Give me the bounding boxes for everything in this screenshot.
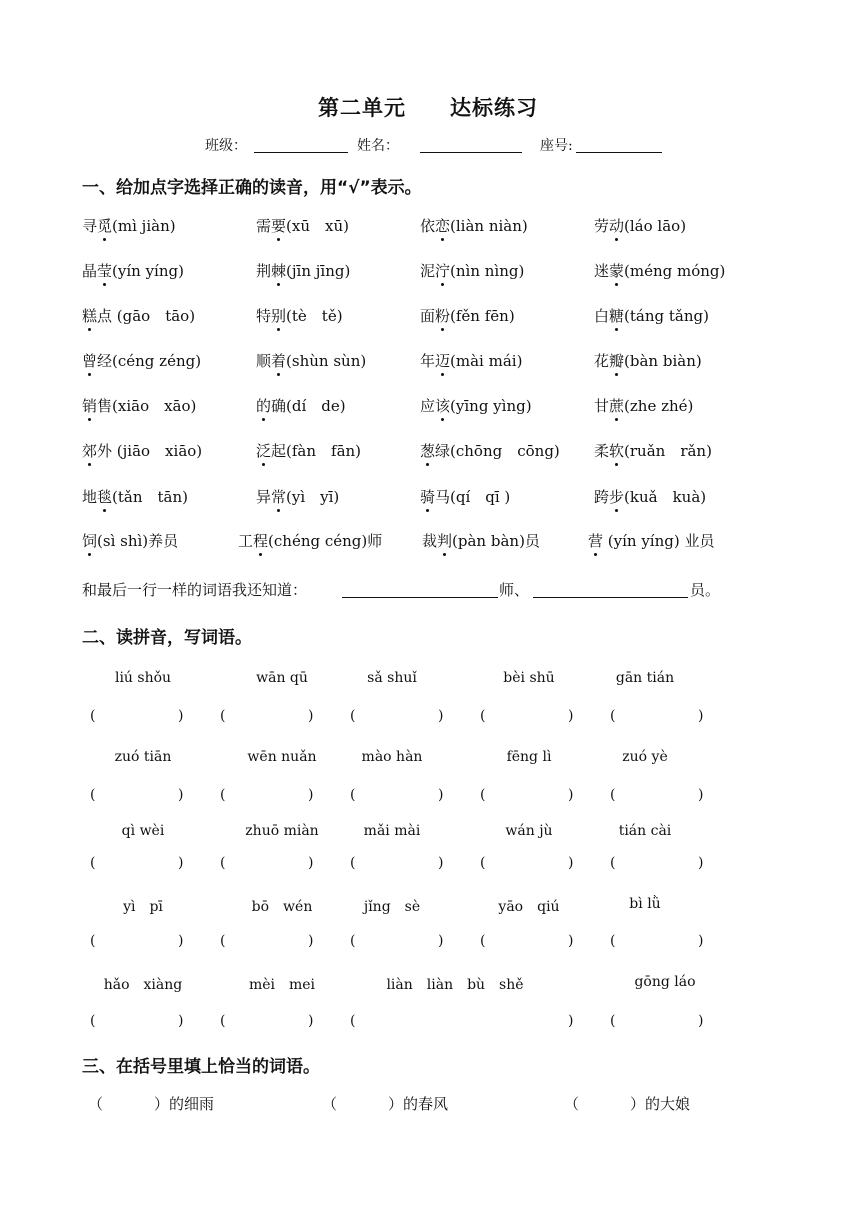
answer-paren-close: ) bbox=[568, 708, 574, 724]
pinyin-options[interactable]: (yín yíng) bbox=[112, 262, 184, 280]
answer-paren-close: ) bbox=[698, 1013, 704, 1029]
pinyin-options[interactable]: (mì jiàn) bbox=[112, 217, 176, 235]
dotted-character: 销 bbox=[82, 397, 98, 415]
pinyin-prompt: bèi shū bbox=[503, 670, 555, 686]
reading-item bbox=[594, 395, 693, 416]
pinyin-prompt: hǎo xiàng bbox=[103, 977, 183, 993]
dotted-character: 粉 bbox=[435, 307, 451, 325]
section1-extra-prefix: 和最后一行一样的词语我还知道： bbox=[82, 581, 308, 599]
answer-paren-open[interactable]: ( bbox=[220, 1013, 226, 1029]
dotted-character: 骑 bbox=[420, 488, 436, 506]
pinyin-prompt: bì lǜ bbox=[629, 896, 661, 912]
word-part: 白 bbox=[594, 307, 610, 325]
word-part: 裁 bbox=[422, 532, 438, 550]
fill-paren-open[interactable]: （ bbox=[564, 1095, 580, 1113]
name-blank[interactable] bbox=[420, 136, 522, 153]
answer-paren-close: ) bbox=[438, 787, 444, 803]
answer-paren-open[interactable]: ( bbox=[90, 1013, 96, 1029]
dotted-character: 糕 bbox=[82, 307, 98, 325]
dotted-character: 葱 bbox=[420, 442, 436, 460]
reading-item bbox=[238, 530, 382, 551]
answer-paren-open[interactable]: ( bbox=[90, 933, 96, 949]
dotted-character: 着 bbox=[271, 352, 287, 370]
dotted-character: 饲 bbox=[82, 532, 98, 550]
answer-paren-close: ) bbox=[698, 855, 704, 871]
dotted-character: 蒙 bbox=[609, 262, 625, 280]
fill-paren-open[interactable]: （ bbox=[322, 1095, 338, 1113]
answer-paren-open[interactable]: ( bbox=[350, 708, 356, 724]
word-part: 特 bbox=[256, 307, 272, 325]
class-label: 班级： bbox=[205, 138, 247, 154]
answer-paren-close: ) bbox=[178, 1013, 184, 1029]
pinyin-prompt: fēng lì bbox=[506, 749, 552, 765]
reading-item bbox=[82, 350, 201, 371]
answer-paren-open[interactable]: ( bbox=[350, 855, 356, 871]
pinyin-options[interactable]: (jīn jīng) bbox=[286, 262, 351, 280]
word-part: 地 bbox=[82, 488, 98, 506]
fill-paren-open[interactable]: （ bbox=[88, 1095, 104, 1113]
pinyin-prompt: wān qū bbox=[256, 670, 308, 686]
reading-item bbox=[256, 350, 366, 371]
pinyin-options[interactable]: 绿(chōng cōng) bbox=[435, 442, 560, 460]
answer-paren-close: ) bbox=[438, 855, 444, 871]
reading-item bbox=[594, 260, 725, 281]
answer-paren-open[interactable]: ( bbox=[220, 855, 226, 871]
pinyin-options[interactable]: (táng tǎng) bbox=[624, 307, 709, 325]
reading-item bbox=[420, 305, 515, 326]
dotted-character: 程 bbox=[253, 532, 269, 550]
reading-item bbox=[588, 530, 715, 551]
answer-paren-close: ) bbox=[178, 855, 184, 871]
word-part: 晶 bbox=[82, 262, 98, 280]
pinyin-options[interactable]: (láo lāo) bbox=[624, 217, 687, 235]
reading-item bbox=[256, 395, 346, 416]
word-part: 劳 bbox=[594, 217, 610, 235]
word-part: 面 bbox=[420, 307, 436, 325]
dotted-character: 的 bbox=[256, 397, 272, 415]
pinyin-prompt: liú shǒu bbox=[114, 670, 172, 686]
reading-item bbox=[256, 260, 350, 281]
word-part: 花 bbox=[594, 352, 610, 370]
pinyin-prompt: mèi mei bbox=[248, 977, 316, 993]
pinyin-options[interactable]: (tè tě) bbox=[286, 307, 343, 325]
word-part: 柔 bbox=[594, 442, 610, 460]
answer-paren-close: ) bbox=[698, 787, 704, 803]
pinyin-prompt: qì wèi bbox=[121, 823, 165, 839]
reading-item bbox=[82, 215, 176, 236]
pinyin-options[interactable]: 售(xiāo xāo) bbox=[97, 397, 197, 415]
dotted-character: 莹 bbox=[97, 262, 113, 280]
reading-item bbox=[420, 350, 522, 371]
answer-paren-close: ) bbox=[178, 708, 184, 724]
dotted-character: 要 bbox=[271, 217, 287, 235]
reading-item bbox=[256, 305, 343, 326]
reading-item bbox=[82, 530, 178, 551]
pinyin-options[interactable]: (liàn niàn) bbox=[450, 217, 528, 235]
pinyin-prompt: wán jù bbox=[505, 823, 553, 839]
word-part: 工 bbox=[238, 532, 254, 550]
pinyin-options[interactable]: (chéng céng)师 bbox=[268, 532, 383, 550]
seat-label: 座号: bbox=[540, 138, 573, 154]
word-part: 依 bbox=[420, 217, 436, 235]
answer-paren-open[interactable]: ( bbox=[350, 1013, 356, 1029]
section1-heading: 一、给加点字选择正确的读音，用“√”表示。 bbox=[82, 178, 422, 198]
answer-paren-close: ) bbox=[178, 787, 184, 803]
dotted-character: 恋 bbox=[435, 217, 451, 235]
answer-paren-open[interactable]: ( bbox=[610, 855, 616, 871]
pinyin-prompt: liàn liàn bù shě bbox=[386, 977, 524, 993]
pinyin-prompt: tián cài bbox=[618, 823, 672, 839]
section2-heading: 二、读拼音，写词语。 bbox=[82, 628, 252, 648]
reading-item bbox=[256, 440, 361, 461]
answer-paren-open[interactable]: ( bbox=[480, 933, 486, 949]
dotted-character: 糖 bbox=[609, 307, 625, 325]
answer-paren-open[interactable]: ( bbox=[480, 855, 486, 871]
reading-item bbox=[82, 395, 196, 416]
dotted-character: 蔗 bbox=[609, 397, 625, 415]
word-part: 迷 bbox=[594, 262, 610, 280]
dotted-character: 动 bbox=[609, 217, 625, 235]
pinyin-options[interactable]: (sì shì)养员 bbox=[97, 532, 179, 550]
pinyin-options[interactable]: (zhe zhé) bbox=[624, 397, 694, 415]
dotted-character: 毯 bbox=[97, 488, 113, 506]
word-part: 泥 bbox=[420, 262, 436, 280]
answer-paren-open[interactable]: ( bbox=[220, 708, 226, 724]
reading-item bbox=[594, 305, 709, 326]
dotted-character: 瓣 bbox=[609, 352, 625, 370]
word-part: 应 bbox=[420, 397, 436, 415]
answer-paren-close: ) bbox=[568, 1013, 574, 1029]
answer-paren-close: ) bbox=[308, 1013, 314, 1029]
dotted-character: 迈 bbox=[435, 352, 451, 370]
pinyin-options[interactable]: 经(céng zéng) bbox=[97, 352, 202, 370]
reading-item bbox=[594, 215, 686, 236]
pinyin-prompt: wēn nuǎn bbox=[247, 749, 317, 765]
answer-paren-open[interactable]: ( bbox=[90, 855, 96, 871]
pinyin-prompt: jǐng sè bbox=[363, 899, 421, 915]
word-part: 甘 bbox=[594, 397, 610, 415]
pinyin-options[interactable]: (shùn sùn) bbox=[286, 352, 367, 370]
answer-paren-close: ) bbox=[698, 708, 704, 724]
answer-paren-open[interactable]: ( bbox=[610, 708, 616, 724]
dotted-character: 判 bbox=[437, 532, 453, 550]
answer-paren-open[interactable]: ( bbox=[220, 933, 226, 949]
dotted-character: 棘 bbox=[271, 262, 287, 280]
reading-item bbox=[420, 440, 560, 461]
answer-paren-open[interactable]: ( bbox=[350, 787, 356, 803]
word-part: 异 bbox=[256, 488, 272, 506]
answer-paren-close: ) bbox=[308, 933, 314, 949]
answer-paren-close: ) bbox=[568, 787, 574, 803]
reading-item bbox=[82, 305, 195, 326]
answer-paren-open[interactable]: ( bbox=[350, 933, 356, 949]
reading-item bbox=[594, 440, 712, 461]
answer-paren-close: ) bbox=[438, 933, 444, 949]
word-part: 寻 bbox=[82, 217, 98, 235]
fill-phrase: ）的细雨 bbox=[154, 1095, 215, 1113]
dotted-character: 该 bbox=[435, 397, 451, 415]
pinyin-options[interactable]: (bàn biàn) bbox=[624, 352, 702, 370]
answer-paren-open[interactable]: ( bbox=[610, 1013, 616, 1029]
answer-paren-close: ) bbox=[308, 787, 314, 803]
dotted-character: 步 bbox=[609, 488, 625, 506]
answer-paren-open[interactable]: ( bbox=[220, 787, 226, 803]
pinyin-options[interactable]: (méng móng) bbox=[624, 262, 726, 280]
reading-item bbox=[420, 260, 524, 281]
page-title: 第二单元 达标练习 bbox=[318, 96, 538, 120]
word-part: 顺 bbox=[256, 352, 272, 370]
pinyin-options[interactable]: 外 (jiāo xiāo) bbox=[97, 442, 203, 460]
seat-blank[interactable] bbox=[576, 136, 662, 153]
answer-paren-close: ) bbox=[568, 933, 574, 949]
pinyin-prompt: mào hàn bbox=[361, 749, 423, 765]
dotted-character: 常 bbox=[271, 488, 287, 506]
reading-item bbox=[594, 486, 706, 507]
answer-paren-open[interactable]: ( bbox=[610, 933, 616, 949]
pinyin-options[interactable]: (yì yī) bbox=[286, 488, 340, 506]
extra-blank-1[interactable] bbox=[342, 580, 498, 598]
answer-paren-close: ) bbox=[308, 855, 314, 871]
pinyin-prompt: zuó tiān bbox=[114, 749, 172, 765]
section3-heading: 三、在括号里填上恰当的词语。 bbox=[82, 1057, 320, 1077]
pinyin-prompt: gōng láo bbox=[634, 974, 696, 990]
answer-paren-open[interactable]: ( bbox=[480, 787, 486, 803]
section1-extra-suffix: 员。 bbox=[690, 581, 721, 599]
reading-item bbox=[420, 395, 532, 416]
pinyin-options[interactable]: (pàn bàn)员 bbox=[452, 532, 540, 550]
pinyin-options[interactable]: (tǎn tān) bbox=[112, 488, 188, 506]
pinyin-prompt: yì pī bbox=[123, 899, 163, 915]
dotted-character: 泞 bbox=[435, 262, 451, 280]
pinyin-options[interactable]: 点 (gāo tāo) bbox=[97, 307, 196, 325]
word-part: 年 bbox=[420, 352, 436, 370]
section1-extra-mid: 师、 bbox=[499, 581, 530, 599]
pinyin-options[interactable]: (yín yíng) 业员 bbox=[603, 532, 715, 550]
answer-paren-open[interactable]: ( bbox=[610, 787, 616, 803]
reading-item bbox=[256, 215, 349, 236]
name-label: 姓名： bbox=[357, 138, 399, 154]
answer-paren-close: ) bbox=[438, 708, 444, 724]
dotted-character: 软 bbox=[609, 442, 625, 460]
pinyin-prompt: gān tián bbox=[615, 670, 675, 686]
pinyin-prompt: sǎ shuǐ bbox=[367, 670, 417, 686]
pinyin-options[interactable]: (ruǎn rǎn) bbox=[624, 442, 712, 460]
class-blank[interactable] bbox=[254, 136, 348, 153]
dotted-character: 曾 bbox=[82, 352, 98, 370]
reading-item bbox=[256, 486, 339, 507]
pinyin-options[interactable]: (yīng yìng) bbox=[450, 397, 532, 415]
answer-paren-open[interactable]: ( bbox=[480, 708, 486, 724]
word-part: 跨 bbox=[594, 488, 610, 506]
word-part: 需 bbox=[256, 217, 272, 235]
dotted-character: 觅 bbox=[97, 217, 113, 235]
answer-paren-close: ) bbox=[178, 933, 184, 949]
reading-item bbox=[420, 215, 528, 236]
fill-phrase: ）的大娘 bbox=[630, 1095, 691, 1113]
pinyin-options[interactable]: (xū xū) bbox=[286, 217, 349, 235]
pinyin-prompt: zuó yè bbox=[622, 749, 668, 765]
dotted-character: 别 bbox=[271, 307, 287, 325]
pinyin-prompt: mǎi mài bbox=[363, 823, 421, 839]
dotted-character: 郊 bbox=[82, 442, 98, 460]
pinyin-prompt: yāo qiú bbox=[498, 899, 560, 915]
reading-item bbox=[82, 260, 184, 281]
pinyin-options[interactable]: 马(qí qī ) bbox=[435, 488, 511, 506]
pinyin-prompt: bō wén bbox=[251, 899, 313, 915]
reading-item bbox=[82, 440, 202, 461]
answer-paren-open[interactable]: ( bbox=[90, 708, 96, 724]
answer-paren-close: ) bbox=[698, 933, 704, 949]
pinyin-options[interactable]: (nìn nìng) bbox=[450, 262, 525, 280]
answer-paren-close: ) bbox=[568, 855, 574, 871]
pinyin-options[interactable]: (mài mái) bbox=[450, 352, 523, 370]
dotted-character: 泛 bbox=[256, 442, 272, 460]
fill-phrase: ）的春风 bbox=[388, 1095, 449, 1113]
pinyin-options[interactable]: 确(dí de) bbox=[271, 397, 346, 415]
dotted-character: 营 bbox=[588, 532, 604, 550]
reading-item bbox=[420, 486, 510, 507]
reading-item bbox=[594, 350, 702, 371]
reading-item bbox=[422, 530, 540, 551]
extra-blank-2[interactable] bbox=[533, 580, 688, 598]
answer-paren-open[interactable]: ( bbox=[90, 787, 96, 803]
pinyin-prompt: zhuō miàn bbox=[245, 823, 319, 839]
pinyin-options[interactable]: 起(fàn fān) bbox=[271, 442, 362, 460]
answer-paren-close: ) bbox=[308, 708, 314, 724]
pinyin-options[interactable]: (kuǎ kuà) bbox=[624, 488, 707, 506]
reading-item bbox=[82, 486, 188, 507]
pinyin-options[interactable]: (fěn fēn) bbox=[450, 307, 515, 325]
word-part: 荆 bbox=[256, 262, 272, 280]
